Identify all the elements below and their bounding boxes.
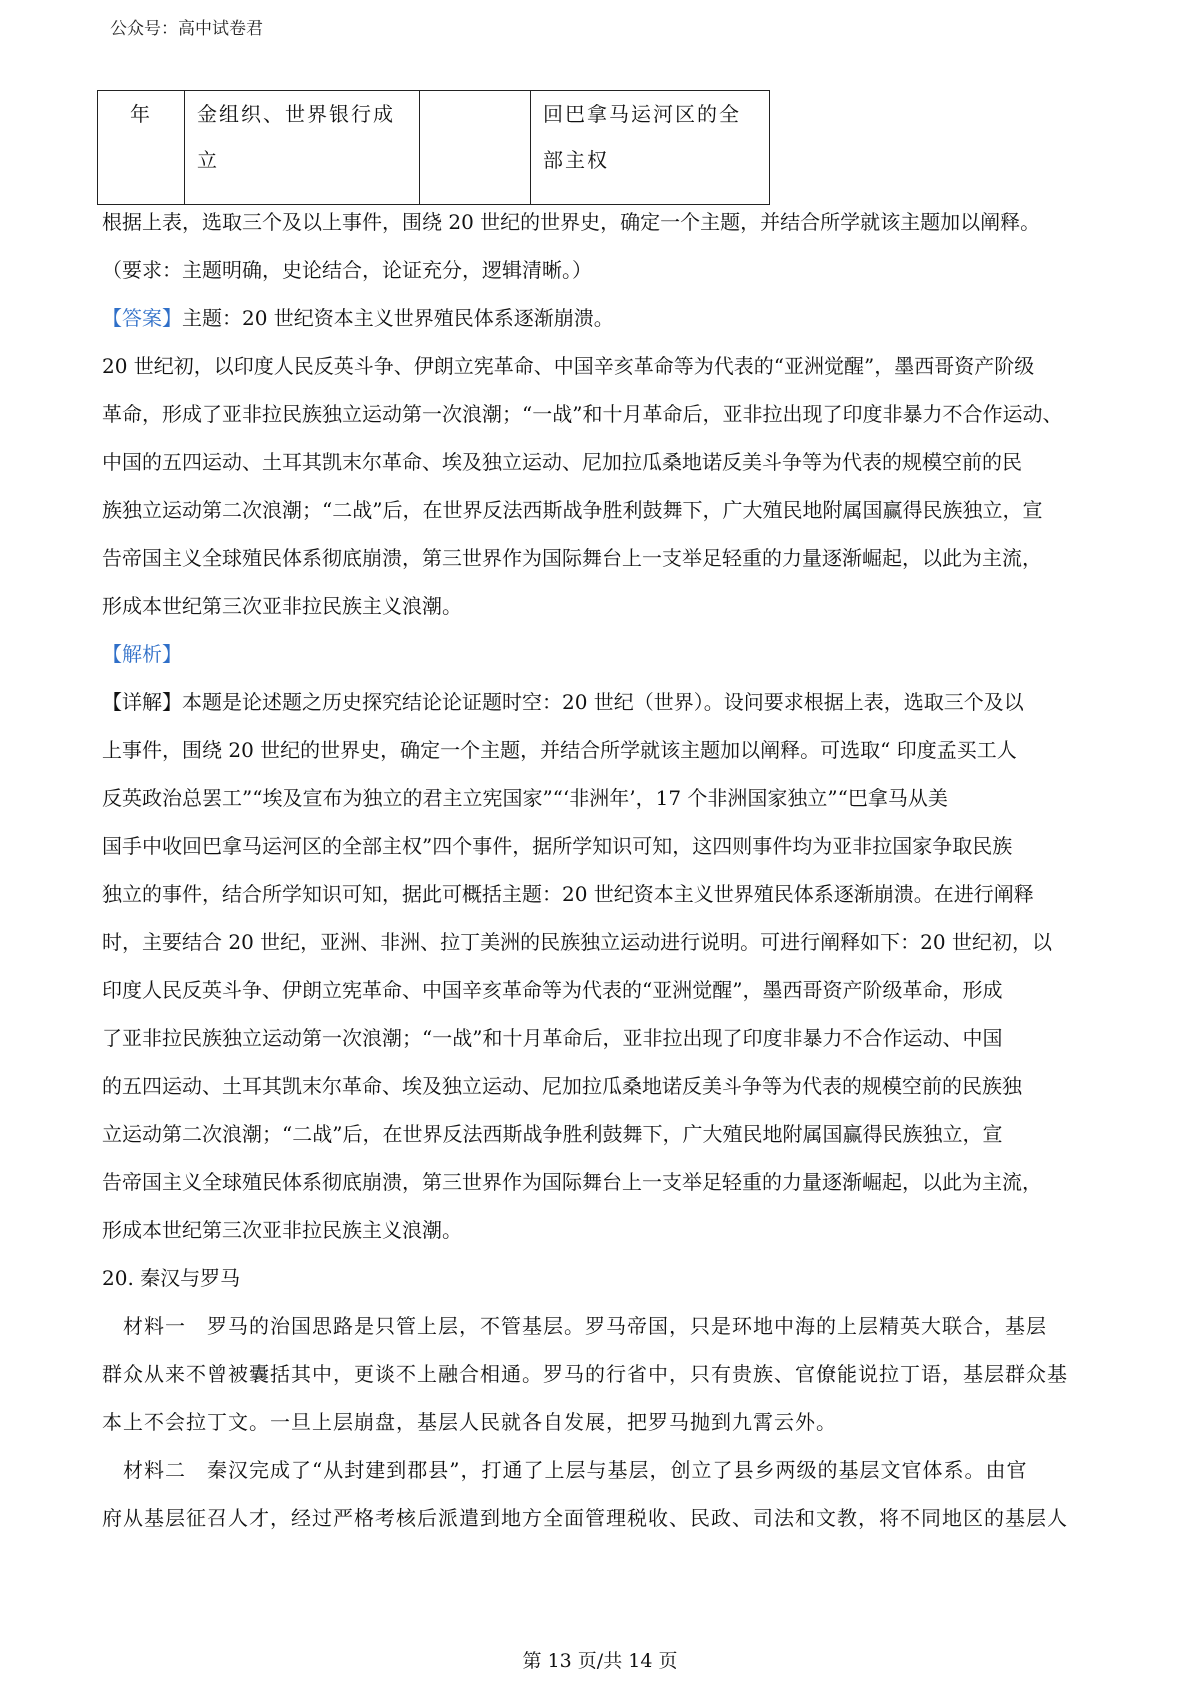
year-cell-text: 年 <box>130 102 152 126</box>
detail-line: 独立的事件，结合所学知识可知，据此可概括主题：20 世纪资本主义世界殖民体系逐渐崩溃。在进行阐释 <box>102 882 1034 906</box>
answer-section <box>102 294 1100 630</box>
answer-line: 告帝国主义全球殖民体系彻底崩溃，第三世界作为国际舞台上一支举足轻重的力量逐渐崛起，以此为主流， <box>102 546 1042 570</box>
detail-line: 告帝国主义全球殖民体系彻底崩溃，第三世界作为国际舞台上一支举足轻重的力量逐渐崛起，以此为主流， <box>102 1170 1042 1194</box>
table-row <box>98 91 770 205</box>
table-cell <box>185 91 420 205</box>
material-two <box>102 1446 1100 1542</box>
table-cell-empty <box>420 91 531 205</box>
detail-text: 本题是论述题之历史探究结论论证题时空：20 世纪（世界）。设问要求根据上表，选取三个及以 <box>182 690 1024 714</box>
question-20 <box>102 1254 1100 1302</box>
cell-line: 部主权 <box>543 148 609 172</box>
detail-line: 反英政治总罢工”“埃及宣布为独立的君主立宪国家”“‘非洲年’，17 个非洲国家独立”“巴拿马从美 <box>102 786 948 810</box>
question-text <box>102 198 1100 294</box>
detail-line: 立运动第二次浪潮；“二战”后，在世界反法西斯战争胜利鼓舞下，广大殖民地附属国赢得民族独立，宣 <box>102 1122 1003 1146</box>
analysis-section <box>102 630 1100 678</box>
answer-theme: 主题：20 世纪资本主义世界殖民体系逐渐崩溃。 <box>182 306 614 330</box>
page-header: 公众号：高中试卷君 <box>110 19 263 39</box>
detail-first-line <box>102 678 1100 726</box>
material-one <box>102 1302 1100 1446</box>
material-line: 府从基层征召人才，经过严格考核后派遣到地方全面管理税收、民政、司法和文教，将不同地区的基层人 <box>102 1506 1068 1530</box>
answer-line: 形成本世纪第三次亚非拉民族主义浪潮。 <box>102 594 462 618</box>
cell-line: 回巴拿马运河区的全 <box>543 102 741 126</box>
material-line: 材料一 罗马的治国思路是只管上层，不管基层。罗马帝国，只是环地中海的上层精英大联合，基层 <box>102 1314 1047 1338</box>
detail-line: 上事件，围绕 20 世纪的世界史，确定一个主题，并结合所学就该主题加以阐释。可选取“ 印度孟买工人 <box>102 738 1017 762</box>
question-line: （要求：主题明确，史论结合，论证充分，逻辑清晰。） <box>102 258 592 282</box>
detail-line: 的五四运动、土耳其凯末尔革命、埃及独立运动、尼加拉瓜桑地诺反美斗争等为代表的规模空前的民族独 <box>102 1074 1022 1098</box>
material-line: 群众从来不曾被囊括其中，更谈不上融合相通。罗马的行省中，只有贵族、官僚能说拉丁语，基层群众基 <box>102 1362 1068 1386</box>
cell-line: 金组织、世界银行成 <box>197 102 395 126</box>
detail-section <box>102 678 1100 1254</box>
table-cell <box>98 91 185 205</box>
question-line: 根据上表，选取三个及以上事件，围绕 20 世纪的世界史，确定一个主题，并结合所学就该主题加以阐释。 <box>102 210 1041 234</box>
analysis-tag: 【解析】 <box>102 642 182 666</box>
page-footer: 第 13 页/共 14 页 <box>522 1650 678 1672</box>
answer-line: 族独立运动第二次浪潮；“二战”后，在世界反法西斯战争胜利鼓舞下，广大殖民地附属国赢得民族独立，宣 <box>102 498 1043 522</box>
cell-line: 立 <box>197 148 219 172</box>
detail-line: 了亚非拉民族独立运动第一次浪潮；“一战”和十月革命后，亚非拉出现了印度非暴力不合作运动、中国 <box>102 1026 1003 1050</box>
answer-theme-line <box>102 294 1100 342</box>
detail-line: 时，主要结合 20 世纪，亚洲、非洲、拉丁美洲的民族独立运动进行说明。可进行阐释如下：20 世纪初，以 <box>102 930 1052 954</box>
detail-line: 国手中收回巴拿马运河区的全部主权”四个事件，据所学知识可知，这四则事件均为亚非拉国家争取民族 <box>102 834 1013 858</box>
answer-line: 中国的五四运动、土耳其凯末尔革命、埃及独立运动、尼加拉瓜桑地诺反美斗争等为代表的规模空前的民 <box>102 450 1022 474</box>
detail-line: 形成本世纪第三次亚非拉民族主义浪潮。 <box>102 1218 462 1242</box>
answer-line: 革命，形成了亚非拉民族独立运动第一次浪潮；“一战”和十月革命后，亚非拉出现了印度非暴力不合作运动、 <box>102 402 1063 426</box>
table-cell <box>531 91 770 205</box>
answer-line: 20 世纪初，以印度人民反英斗争、伊朗立宪革命、中国辛亥革命等为代表的“亚洲觉醒”，墨西哥资产阶级 <box>102 354 1035 378</box>
events-table-fragment <box>97 90 770 205</box>
document-body <box>102 198 1100 1542</box>
question-20-title: 20. 秦汉与罗马 <box>102 1266 241 1290</box>
material-line: 材料二 秦汉完成了“从封建到郡县”，打通了上层与基层，创立了县乡两级的基层文官体系。由官 <box>102 1458 1028 1482</box>
detail-tag: 【详解】 <box>102 690 182 714</box>
material-line: 本上不会拉丁文。一旦上层崩盘，基层人民就各自发展，把罗马抛到九霄云外。 <box>102 1410 837 1434</box>
answer-tag: 【答案】 <box>102 306 182 330</box>
detail-line: 印度人民反英斗争、伊朗立宪革命、中国辛亥革命等为代表的“亚洲觉醒”，墨西哥资产阶级革命，形成 <box>102 978 1003 1002</box>
